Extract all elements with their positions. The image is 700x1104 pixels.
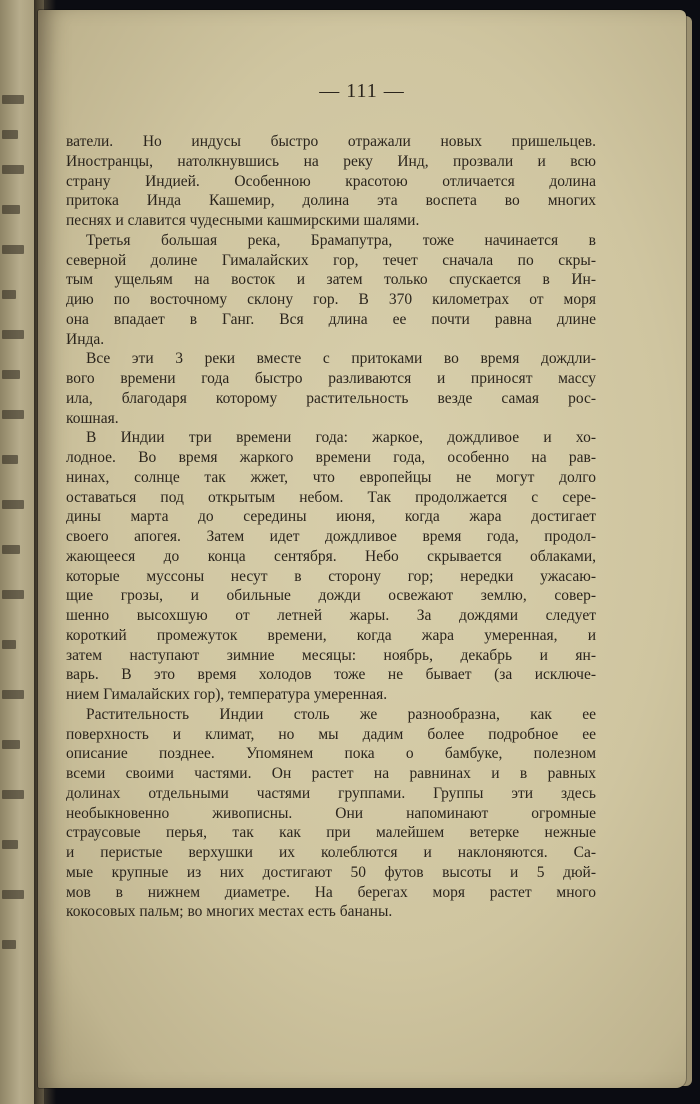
text-line: короткий промежуток времени, когда жара умеренная, и <box>66 626 596 644</box>
text-line: ватели. Но индусы быстро отражали новых пришельцев. <box>66 133 596 150</box>
text-line: Все эти 3 реки вместе с притоками во время дождли- <box>86 350 596 368</box>
page-edge <box>682 16 692 1086</box>
previous-page-text-fragment <box>2 890 24 899</box>
text-line: Инда. <box>66 330 105 348</box>
previous-page-text-fragment <box>2 740 20 749</box>
paragraph <box>66 705 596 922</box>
text-line: которые муссоны несут в сторону гор; нередки ужасаю- <box>66 567 596 585</box>
text-line: описание позднее. Упомянем пока о бамбуке, полезном <box>66 745 596 763</box>
text-line: оставаться под открытым небом. Так продолжается с сере- <box>66 488 596 506</box>
text-line: необыкновенно живописны. Они напоминают огромные <box>66 804 596 822</box>
previous-page-text-fragment <box>2 330 24 339</box>
previous-page-text-fragment <box>2 545 20 554</box>
text-line: Растительность Индии столь же разнообразна, как ее <box>86 705 596 723</box>
text-line: нинах, солнце так жжет, что европейцы не могут долго <box>66 468 596 486</box>
text-line: северной долине Гималайских гор, течет сначала по скры- <box>66 251 596 269</box>
text-line: долинах отдельными частями группами. Группы эти здесь <box>66 784 596 802</box>
previous-page-text-fragment <box>2 690 24 699</box>
previous-page-text-fragment <box>2 840 18 849</box>
previous-page-text-fragment <box>2 410 24 419</box>
text-line: она впадает в Ганг. Вся длина ее почти равна длине <box>66 310 596 328</box>
text-line: тым ущельям на восток и затем только спускается в Ин- <box>66 271 596 289</box>
text-line: поверхность и климат, но мы дадим более подробное ее <box>66 725 596 743</box>
text-line: кошная. <box>66 409 119 427</box>
text-line: кокосовых пальм; во многих местах есть бананы. <box>66 903 393 921</box>
previous-page-text-fragment <box>2 790 24 799</box>
previous-page-text-fragment <box>2 370 20 379</box>
previous-page-text-fragment <box>2 940 16 949</box>
page-number: — 111 — <box>319 80 405 102</box>
text-line: мые крупные из них достигают 50 футов высоты и 5 дюй- <box>66 863 596 881</box>
previous-page-text-fragment <box>2 205 20 214</box>
text-line: страусовые перья, так как при малейшем ветерке нежные <box>66 824 596 842</box>
paragraph <box>66 231 596 350</box>
text-line: щие грозы, и обильные дожди освежают землю, совер- <box>66 587 596 605</box>
text-line: песнях и славится чудесными кашмирскими шалями. <box>66 212 420 229</box>
previous-page-text-fragment <box>2 130 18 139</box>
text-line: страну Индией. Особенною красотою отличается долина <box>66 172 596 190</box>
text-line: притока Инда Кашемир, долина эта воспета во многих <box>66 192 596 210</box>
previous-page-text-fragment <box>2 245 24 254</box>
text-line: Иностранцы, натолкнувшись на реку Инд, прозвали и всю <box>66 152 596 170</box>
paragraph <box>66 132 596 231</box>
text-line: жающееся до конца сентября. Небо скрывается облаками, <box>66 547 596 565</box>
book-page <box>38 10 686 1088</box>
text-line: шенно высохшую от летней жары. За дождями следует <box>66 607 596 624</box>
text-line: лодное. Во время жаркого времени года, особенно на рав- <box>66 449 596 466</box>
text-line: своего апогея. Затем идет дождливое время года, продол- <box>66 528 596 545</box>
previous-page-text-fragment <box>2 500 24 509</box>
text-line: нием Гималайских гор), температура умеренная. <box>66 686 388 703</box>
previous-page-text-fragment <box>2 165 24 174</box>
previous-page-text-fragment <box>2 455 18 464</box>
previous-page-text-fragment <box>2 95 24 104</box>
text-line: мов в нижнем диаметре. На берегах моря растет много <box>66 883 596 901</box>
text-line: затем наступают зимние месяцы: ноябрь, декабрь и ян- <box>66 646 596 664</box>
text-line: и перистые верхушки их колеблются и наклоняются. Са- <box>66 844 596 861</box>
text-line: дины марта до середины июня, когда жара достигает <box>66 508 596 526</box>
previous-page-text-fragment <box>2 640 16 649</box>
text-line: дию по восточному склону гор. В 370 километрах от моря <box>66 291 596 308</box>
previous-page-text-fragment <box>2 590 24 599</box>
text-line: всеми своими частями. Он растет на равнинах и в равных <box>66 765 596 782</box>
text-line: ила, благодаря которому растительность везде самая рос- <box>66 389 596 407</box>
text-line: Третья большая река, Брамапутра, тоже начинается в <box>86 231 596 249</box>
text-line: В Индии три времени года: жаркое, дождливое и хо- <box>86 429 596 447</box>
paragraph <box>66 349 596 428</box>
paragraph <box>66 428 596 705</box>
page-body-text <box>66 132 596 922</box>
text-line: вого времени года быстро разливаются и приносят массу <box>66 370 596 387</box>
previous-page-text-fragment <box>2 290 16 299</box>
text-line: варь. В это время холодов тоже не бывает (за исключе- <box>66 666 596 684</box>
